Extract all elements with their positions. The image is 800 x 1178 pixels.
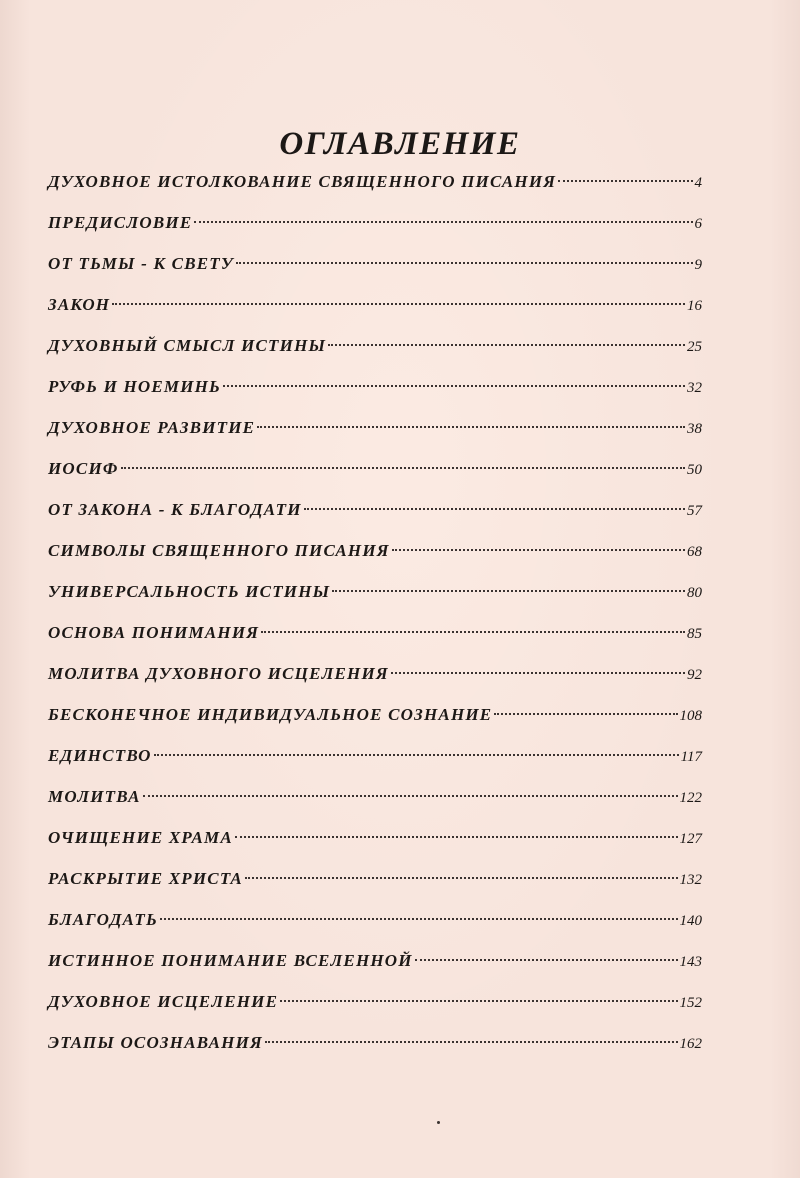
- toc-entry-page-number: 57: [687, 503, 702, 519]
- toc-entry-page-number: 92: [687, 667, 702, 683]
- toc-entry: [48, 452, 702, 493]
- toc-entry: [48, 493, 702, 534]
- toc-entry-page-number: 25: [687, 339, 702, 355]
- page-title: ОГЛАВЛЕНИЕ: [279, 126, 521, 163]
- dot-leader: [265, 1041, 678, 1043]
- toc-entry-title: ПРЕДИСЛОВИЕ: [48, 213, 193, 232]
- dot-leader: [160, 918, 678, 920]
- table-of-contents: [48, 165, 702, 1067]
- toc-entry-page-number: 16: [687, 298, 702, 314]
- toc-entry-page-number: 50: [687, 462, 702, 478]
- toc-entry-title: ЕДИНСТВО: [48, 746, 152, 765]
- toc-entry-title: РУФЬ И НОЕМИНЬ: [48, 377, 222, 396]
- dot-leader: [235, 836, 678, 838]
- toc-entry-title: ДУХОВНОЕ ИСТОЛКОВАНИЕ СВЯЩЕННОГО ПИСАНИЯ: [48, 172, 557, 191]
- dot-leader: [121, 467, 685, 469]
- dot-leader: [392, 549, 685, 551]
- toc-entry: [48, 944, 702, 985]
- dot-leader: [223, 385, 685, 387]
- toc-entry: [48, 985, 702, 1026]
- toc-entry-title: СИМВОЛЫ СВЯЩЕННОГО ПИСАНИЯ: [48, 541, 390, 560]
- toc-entry-page-number: 68: [687, 544, 702, 560]
- toc-entry-title: БЛАГОДАТЬ: [48, 910, 158, 929]
- dot-leader: [154, 754, 679, 756]
- dot-leader: [558, 180, 692, 182]
- dot-leader: [280, 1000, 677, 1002]
- toc-entry-title: ОСНОВА ПОНИМАНИЯ: [48, 623, 260, 642]
- toc-entry: [48, 1026, 702, 1067]
- toc-entry: [48, 165, 702, 206]
- dot-leader: [257, 426, 685, 428]
- toc-entry: [48, 862, 702, 903]
- toc-entry: [48, 698, 702, 739]
- toc-entry: [48, 739, 702, 780]
- toc-entry: [48, 821, 702, 862]
- toc-entry-title: ЭТАПЫ ОСОЗНАВАНИЯ: [48, 1033, 263, 1052]
- toc-entry-title: МОЛИТВА: [48, 787, 141, 806]
- dot-leader: [391, 672, 685, 674]
- toc-entry-title: ЗАКОН: [48, 295, 111, 314]
- toc-entry-page-number: 80: [687, 585, 702, 601]
- dot-leader: [328, 344, 685, 346]
- toc-entry: [48, 206, 702, 247]
- dot-leader: [261, 631, 685, 633]
- toc-entry: [48, 411, 702, 452]
- toc-entry-page-number: 132: [679, 872, 702, 888]
- toc-entry-page-number: 122: [679, 790, 702, 806]
- toc-entry-page-number: 9: [694, 257, 702, 273]
- dot-leader: [143, 795, 678, 797]
- toc-entry-page-number: 85: [687, 626, 702, 642]
- toc-entry-page-number: 4: [694, 175, 702, 191]
- toc-entry: [48, 329, 702, 370]
- toc-entry-title: РАСКРЫТИЕ ХРИСТА: [48, 869, 243, 888]
- toc-entry: [48, 657, 702, 698]
- toc-entry-title: ДУХОВНОЕ РАЗВИТИЕ: [48, 418, 256, 437]
- toc-entry-page-number: 38: [687, 421, 702, 437]
- toc-entry: [48, 616, 702, 657]
- toc-entry: [48, 780, 702, 821]
- toc-entry-page-number: 117: [680, 749, 702, 765]
- toc-entry-page-number: 162: [679, 1036, 702, 1052]
- print-speck: [437, 1121, 440, 1124]
- toc-entry: [48, 288, 702, 329]
- toc-entry-title: ОТ ТЬМЫ - К СВЕТУ: [48, 254, 234, 273]
- toc-entry-title: ИОСИФ: [48, 459, 119, 478]
- toc-entry-title: ИСТИННОЕ ПОНИМАНИЕ ВСЕЛЕННОЙ: [48, 951, 413, 970]
- toc-entry-page-number: 32: [687, 380, 702, 396]
- toc-entry-page-number: 108: [679, 708, 702, 724]
- toc-entry-title: МОЛИТВА ДУХОВНОГО ИСЦЕЛЕНИЯ: [48, 664, 389, 683]
- dot-leader: [236, 262, 693, 264]
- toc-entry-page-number: 127: [679, 831, 702, 847]
- dot-leader: [494, 713, 677, 715]
- dot-leader: [194, 221, 692, 223]
- toc-entry: [48, 247, 702, 288]
- toc-entry-title: ОТ ЗАКОНА - К БЛАГОДАТИ: [48, 500, 302, 519]
- dot-leader: [332, 590, 685, 592]
- toc-entry-page-number: 6: [694, 216, 702, 232]
- toc-entry: [48, 370, 702, 411]
- toc-entry-page-number: 152: [679, 995, 702, 1011]
- toc-entry: [48, 575, 702, 616]
- toc-entry-title: ОЧИЩЕНИЕ ХРАМА: [48, 828, 233, 847]
- dot-leader: [304, 508, 685, 510]
- toc-entry-title: ДУХОВНОЕ ИСЦЕЛЕНИЕ: [48, 992, 279, 1011]
- toc-entry-title: БЕСКОНЕЧНОЕ ИНДИВИДУАЛЬНОЕ СОЗНАНИЕ: [48, 705, 493, 724]
- toc-entry-title: УНИВЕРСАЛЬНОСТЬ ИСТИНЫ: [48, 582, 331, 601]
- toc-entry-page-number: 143: [679, 954, 702, 970]
- toc-entry: [48, 534, 702, 575]
- toc-entry: [48, 903, 702, 944]
- toc-entry-title: ДУХОВНЫЙ СМЫСЛ ИСТИНЫ: [48, 336, 327, 355]
- toc-entry-page-number: 140: [679, 913, 702, 929]
- dot-leader: [112, 303, 685, 305]
- dot-leader: [415, 959, 678, 961]
- dot-leader: [245, 877, 678, 879]
